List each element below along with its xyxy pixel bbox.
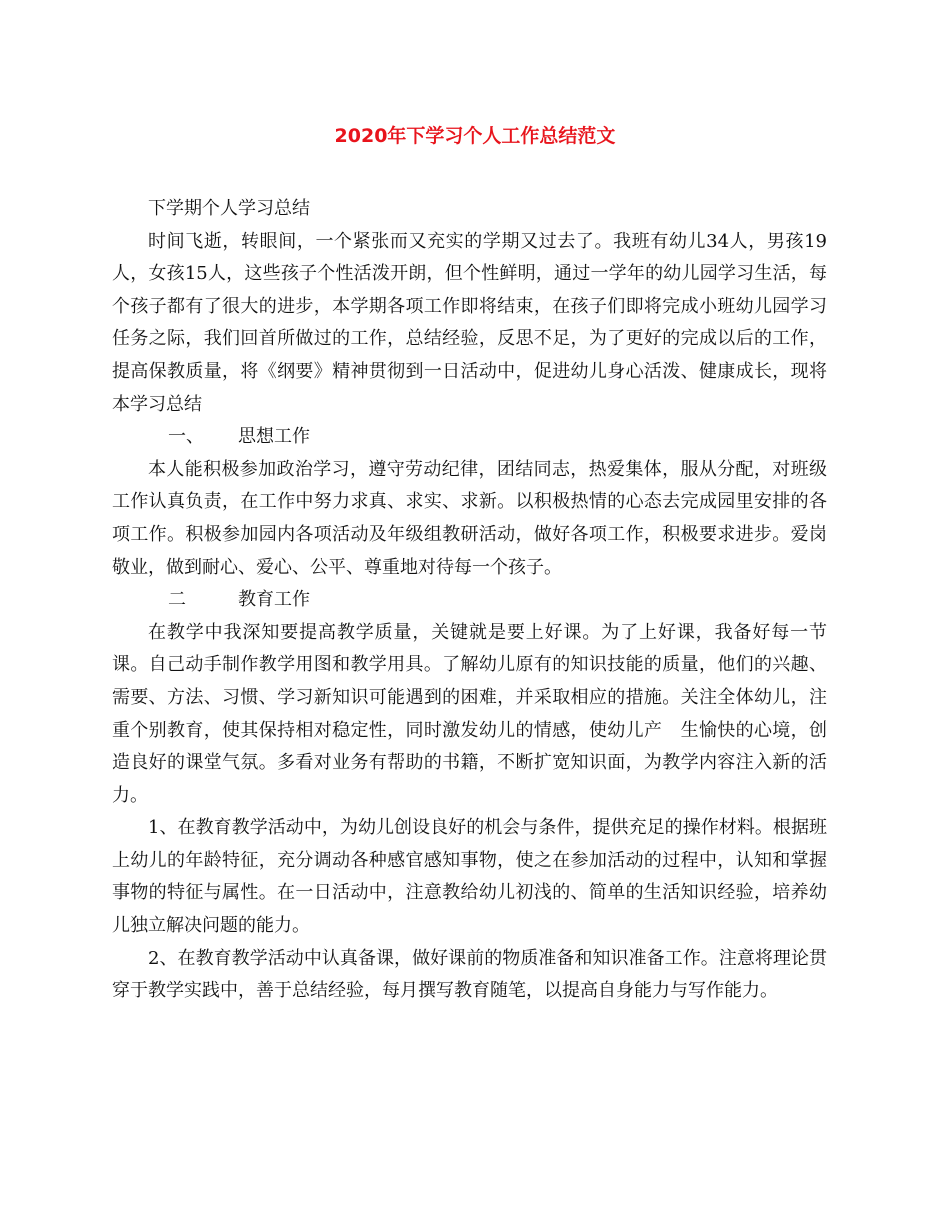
list-item-paragraph: 1、在教育教学活动中，为幼儿创设良好的机会与条件，提供充足的操作材料。根据班上幼儿的年龄特征，充分调动各种感官感知事物，使之在参加活动的过程中，认知和掌握事物的特征与属性。在一日活动中，注意教给幼儿初浅的、简单的生活知识经验，培养幼儿独立解决问题的能力。 xyxy=(112,817,827,937)
section-paragraph: 本人能积极参加政治学习，遵守劳动纪律，团结同志，热爱集体，服从分配，对班级工作认真负责，在工作中努力求真、求实、求新。以积极热情的心态去完成园里安排的各项工作。积极参加园内各项活动及年级组教研活动，做好各项工作，积极要求进步。爱岗敬业，做到耐心、爱心、公平、尊重地对待每一个孩子。 xyxy=(112,458,827,578)
section-heading-thought xyxy=(112,421,827,454)
section-number: 二 xyxy=(168,589,186,611)
section-heading-text: 教育工作 xyxy=(238,589,310,611)
list-item-paragraph: 2、在教育教学活动中认真备课，做好课前的物质准备和知识准备工作。注意将理论贯穿于教学实践中，善于总结经验，每月撰写教育随笔，以提高自身能力与写作能力。 xyxy=(112,947,827,1002)
section-number: 一、 xyxy=(168,426,204,448)
document-title: 2020年下学习个人工作总结范文 xyxy=(334,125,616,147)
section-heading-education xyxy=(112,584,827,617)
intro-paragraph: 时间飞逝，转眼间，一个紧张而又充实的学期又过去了。我班有幼儿34人，男孩19人，女孩15人，这些孩子个性活泼开朗，但个性鲜明，通过一学年的幼儿园学习生活，每个孩子都有了很大的进步，本学期各项工作即将结束，在孩子们即将完成小班幼儿园学习任务之际，我们回首所做过的工作，总结经验，反思不足，为了更好的完成以后的工作，提高保教质量，将《纲要》精神贯彻到一日活动中，促进幼儿身心活泼、健康成长，现将本学习总结 xyxy=(112,230,827,415)
section-paragraph: 在教学中我深知要提高教学质量，关键就是要上好课。为了上好课，我备好每一节课。自己动手制作教学用图和教学用具。了解幼儿原有的知识技能的质量，他们的兴趣、需要、方法、习惯、学习新知识可能遇到的困难，并采取相应的措施。关注全体幼儿，注重个别教育，使其保持相对稳定性，同时激发幼儿的情感，使幼儿产 生愉快的心境，创造良好的课堂气氛。多看对业务有帮助的书籍，不断扩宽知识面，为教学内容注入新的活力。 xyxy=(112,621,827,806)
document-body xyxy=(112,193,827,1008)
subtitle-paragraph: 下学期个人学习总结 xyxy=(148,198,310,219)
section-heading-text: 思想工作 xyxy=(238,426,310,448)
